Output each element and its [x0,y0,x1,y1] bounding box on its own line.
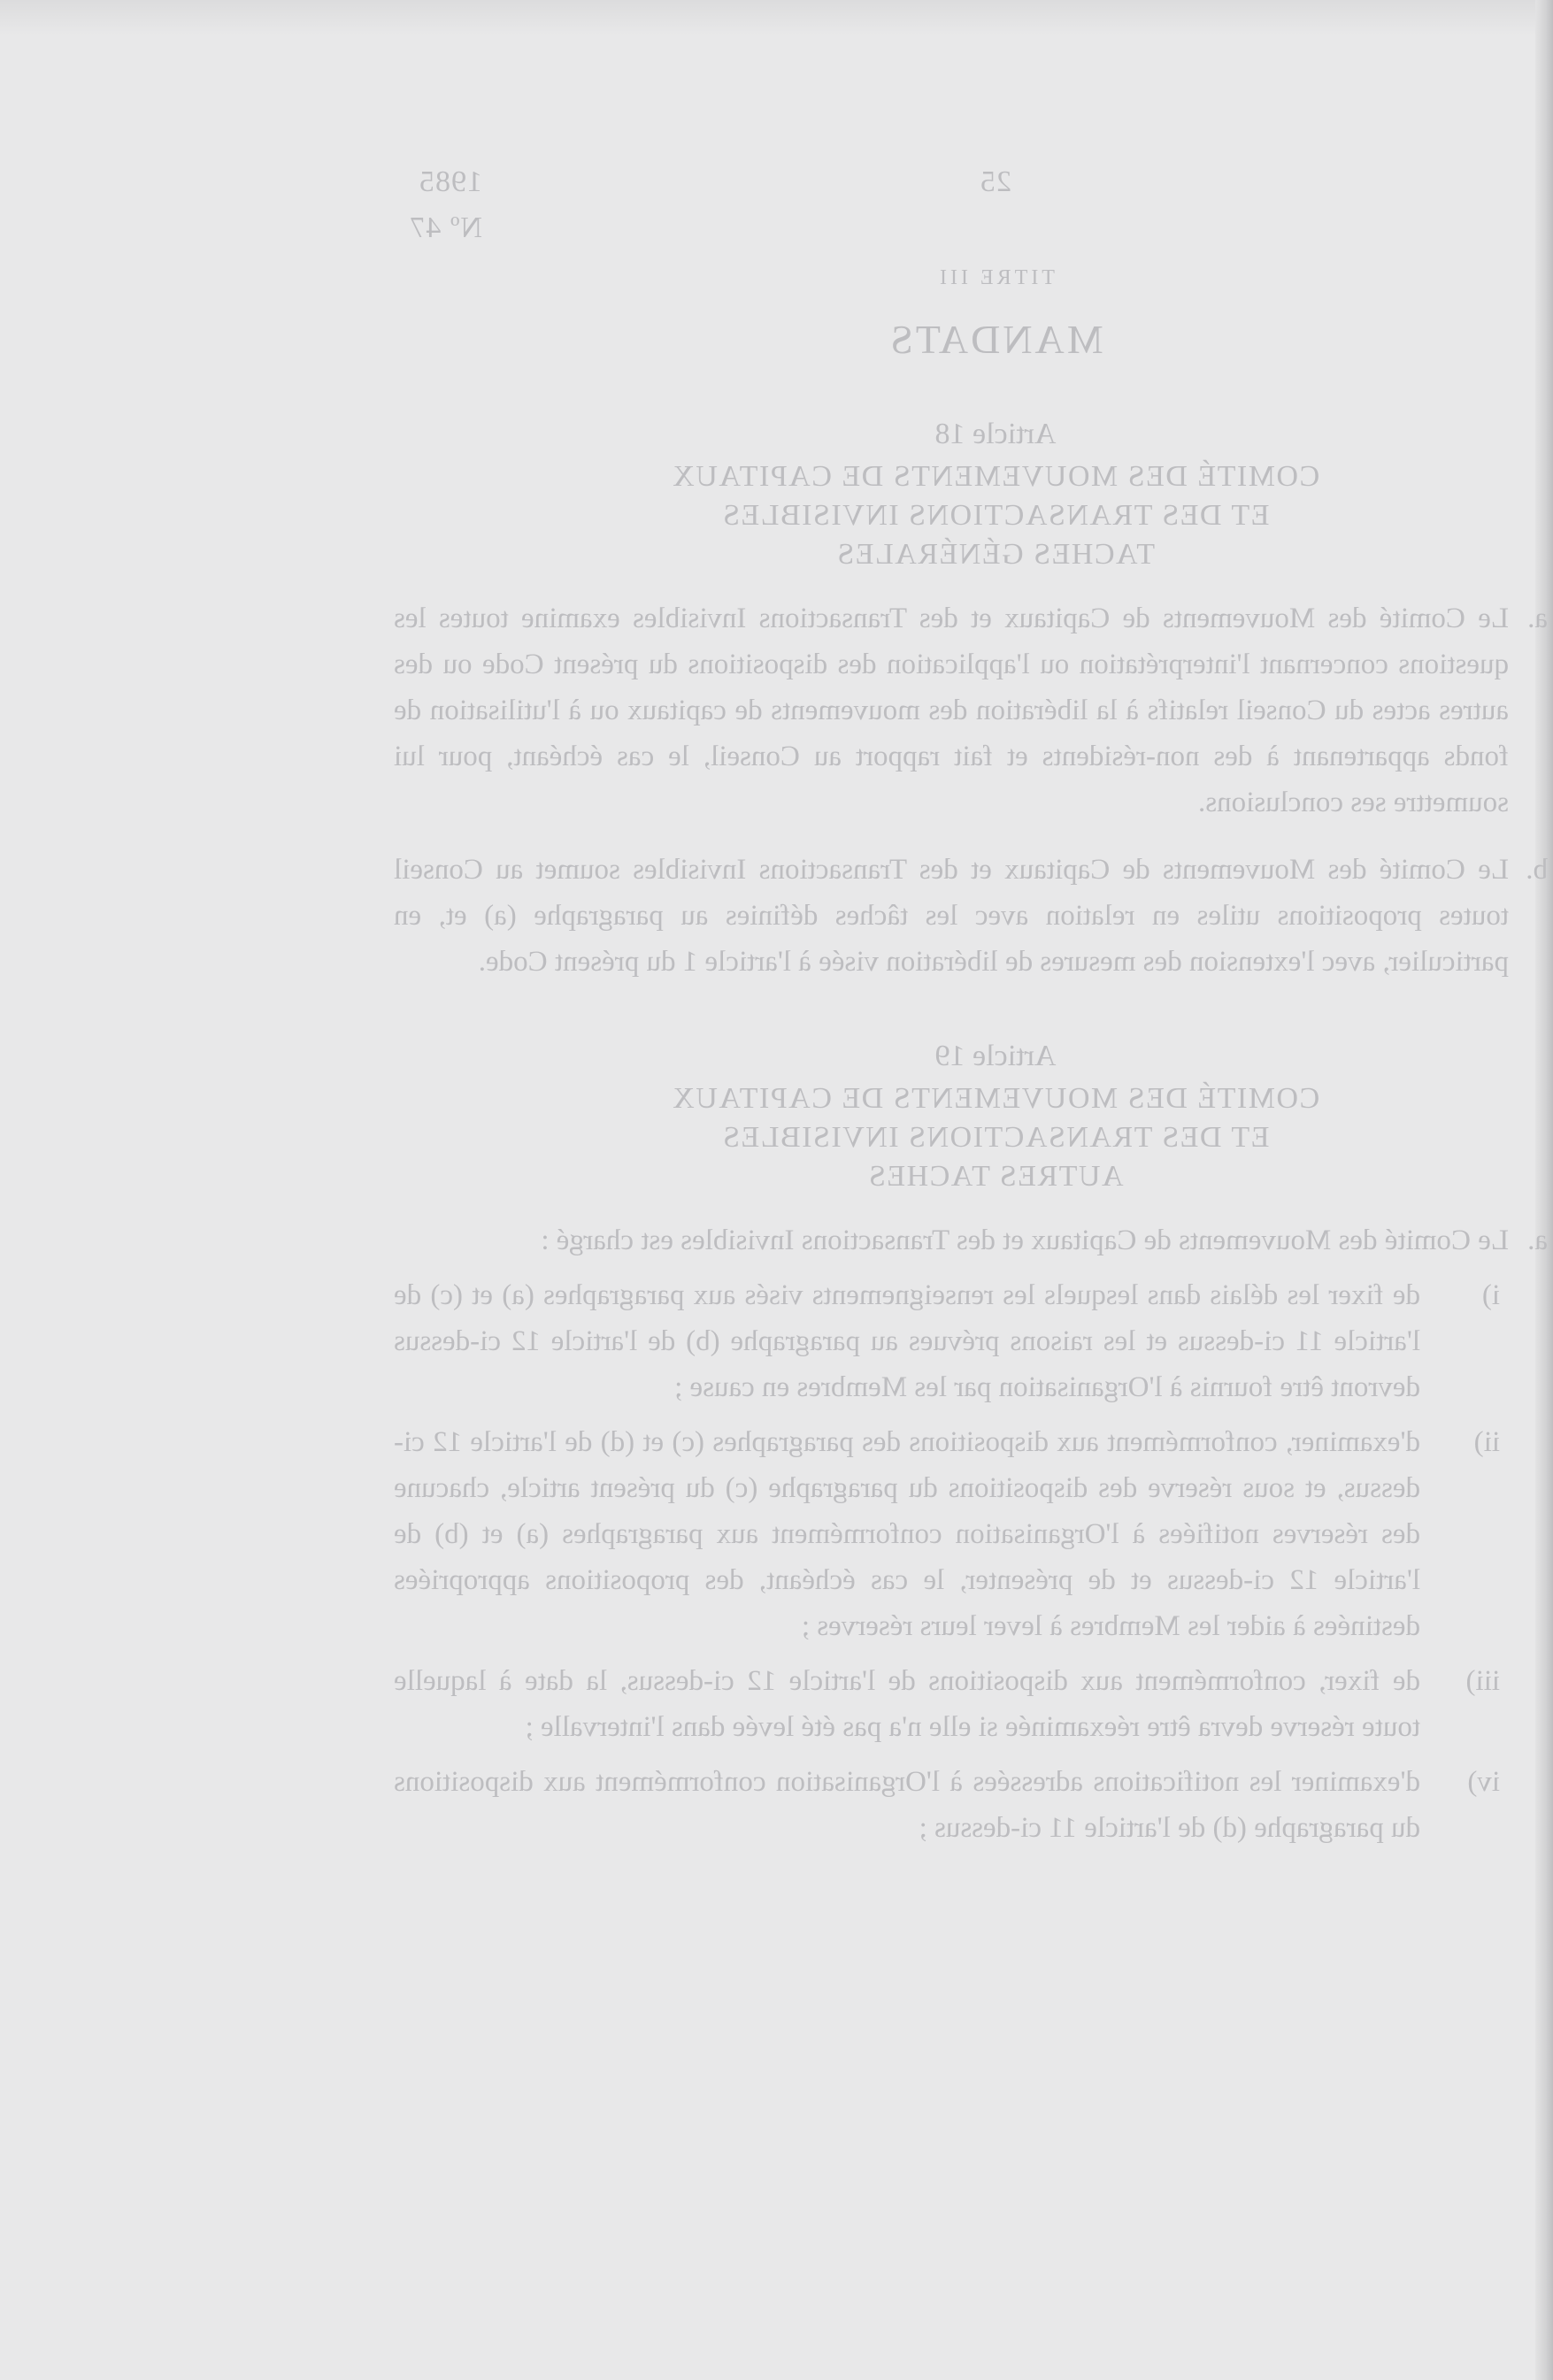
list-item-text: de fixer les délais dans lesquels les renseignements visés aux paragraphes (a) et (c) de l'article 11 ci-dessus et les raisons prévues au paragraphe (b) de l'article 12 ci-dessus devront être fournis à l'Organisation par les Membres en cause ; [394,1279,1420,1403]
article-19-heading-line: AUTRES TACHES [867,1160,1124,1193]
paragraph [394,595,1548,825]
article-18-heading-line: ET DES TRANSACTIONS INVISIBLES [721,499,1270,532]
page-number: 25 [980,165,1011,198]
list-item-label: ii) [1473,1426,1500,1458]
article-18-heading-line: COMITÉ DES MOUVEMENTS DE CAPITAUX [671,460,1320,493]
article-19-heading-line: ET DES TRANSACTIONS INVISIBLES [721,1121,1270,1154]
list-item [394,1419,1509,1649]
list-item-label: i) [1481,1279,1500,1311]
title-label: TITRE III [936,266,1055,289]
paragraph [394,1217,1548,1263]
article-19-number: Article 19 [934,1040,1057,1072]
paragraph-text: Le Comité des Mouvements de Capitaux et des Transactions Invisibles soumet au Conseil toutes propositions utiles en relation avec les tâches définies au paragraphe (a) et, en particulier, avec l'extension des mesures de libération visée à l'article 1 du présent Code. [394,854,1509,978]
list-item [394,1272,1509,1410]
text-column [394,159,1548,1851]
list-item-label: iii) [1465,1665,1500,1697]
article-19-heading-line: COMITÉ DES MOUVEMENTS DE CAPITAUX [671,1082,1320,1115]
paragraph-label: a. [1527,1225,1548,1256]
list-item [394,1658,1509,1750]
document-reference: 1985 Nº 47 [409,165,482,244]
list-item-text: de fixer, conformément aux dispositions de l'article 12 ci-dessus, la date à laquelle toute réserve devra être réexaminée si elle n'a pas été levée dans l'intervalle ; [394,1665,1420,1743]
list-item [394,1759,1509,1851]
article-18-number: Article 18 [934,418,1057,450]
list-item-text: d'examiner les notifications adressées à l'Organisation conformément aux dispositions du paragraphe (d) de l'article 11 ci-dessus ; [394,1766,1420,1844]
title-heading: MANDATS [888,317,1103,362]
paragraph-label: a. [1527,603,1548,634]
list-item-text: d'examiner, conformément aux dispositions des paragraphes (c) et (d) de l'article 12 ci-dessus, et sous réserve des dispositions du paragraphe (c) du présent article, chacune des réserves notifiées à l'Organisation conformément aux paragraphes (a) et (b) de l'article 12 ci-dessus et de présenter, le cas échéant, des propositions appropriées destinées à aider les Membres à lever leurs réserves ; [394,1426,1420,1642]
list-item-label: iv) [1467,1766,1500,1798]
paragraph [394,847,1548,985]
page-header [394,159,1509,244]
paragraph-text: Le Comité des Mouvements de Capitaux et des Transactions Invisibles est chargé : [541,1225,1509,1256]
paragraph-label: b. [1526,854,1548,886]
article-18-heading-line: TACHES GÉNÉRALES [835,538,1156,571]
paragraph-text: Le Comité des Mouvements de Capitaux et des Transactions Invisibles examine toutes les questions concernant l'interprétation ou l'application des dispositions du présent Code ou des autres actes du Conseil relatifs à la libération des mouvements de capitaux ou à l'utilisation de fonds appartenant à des non-résidents et fait rapport au Conseil, le cas échéant, pour lui soumettre ses conclusions. [394,603,1509,818]
